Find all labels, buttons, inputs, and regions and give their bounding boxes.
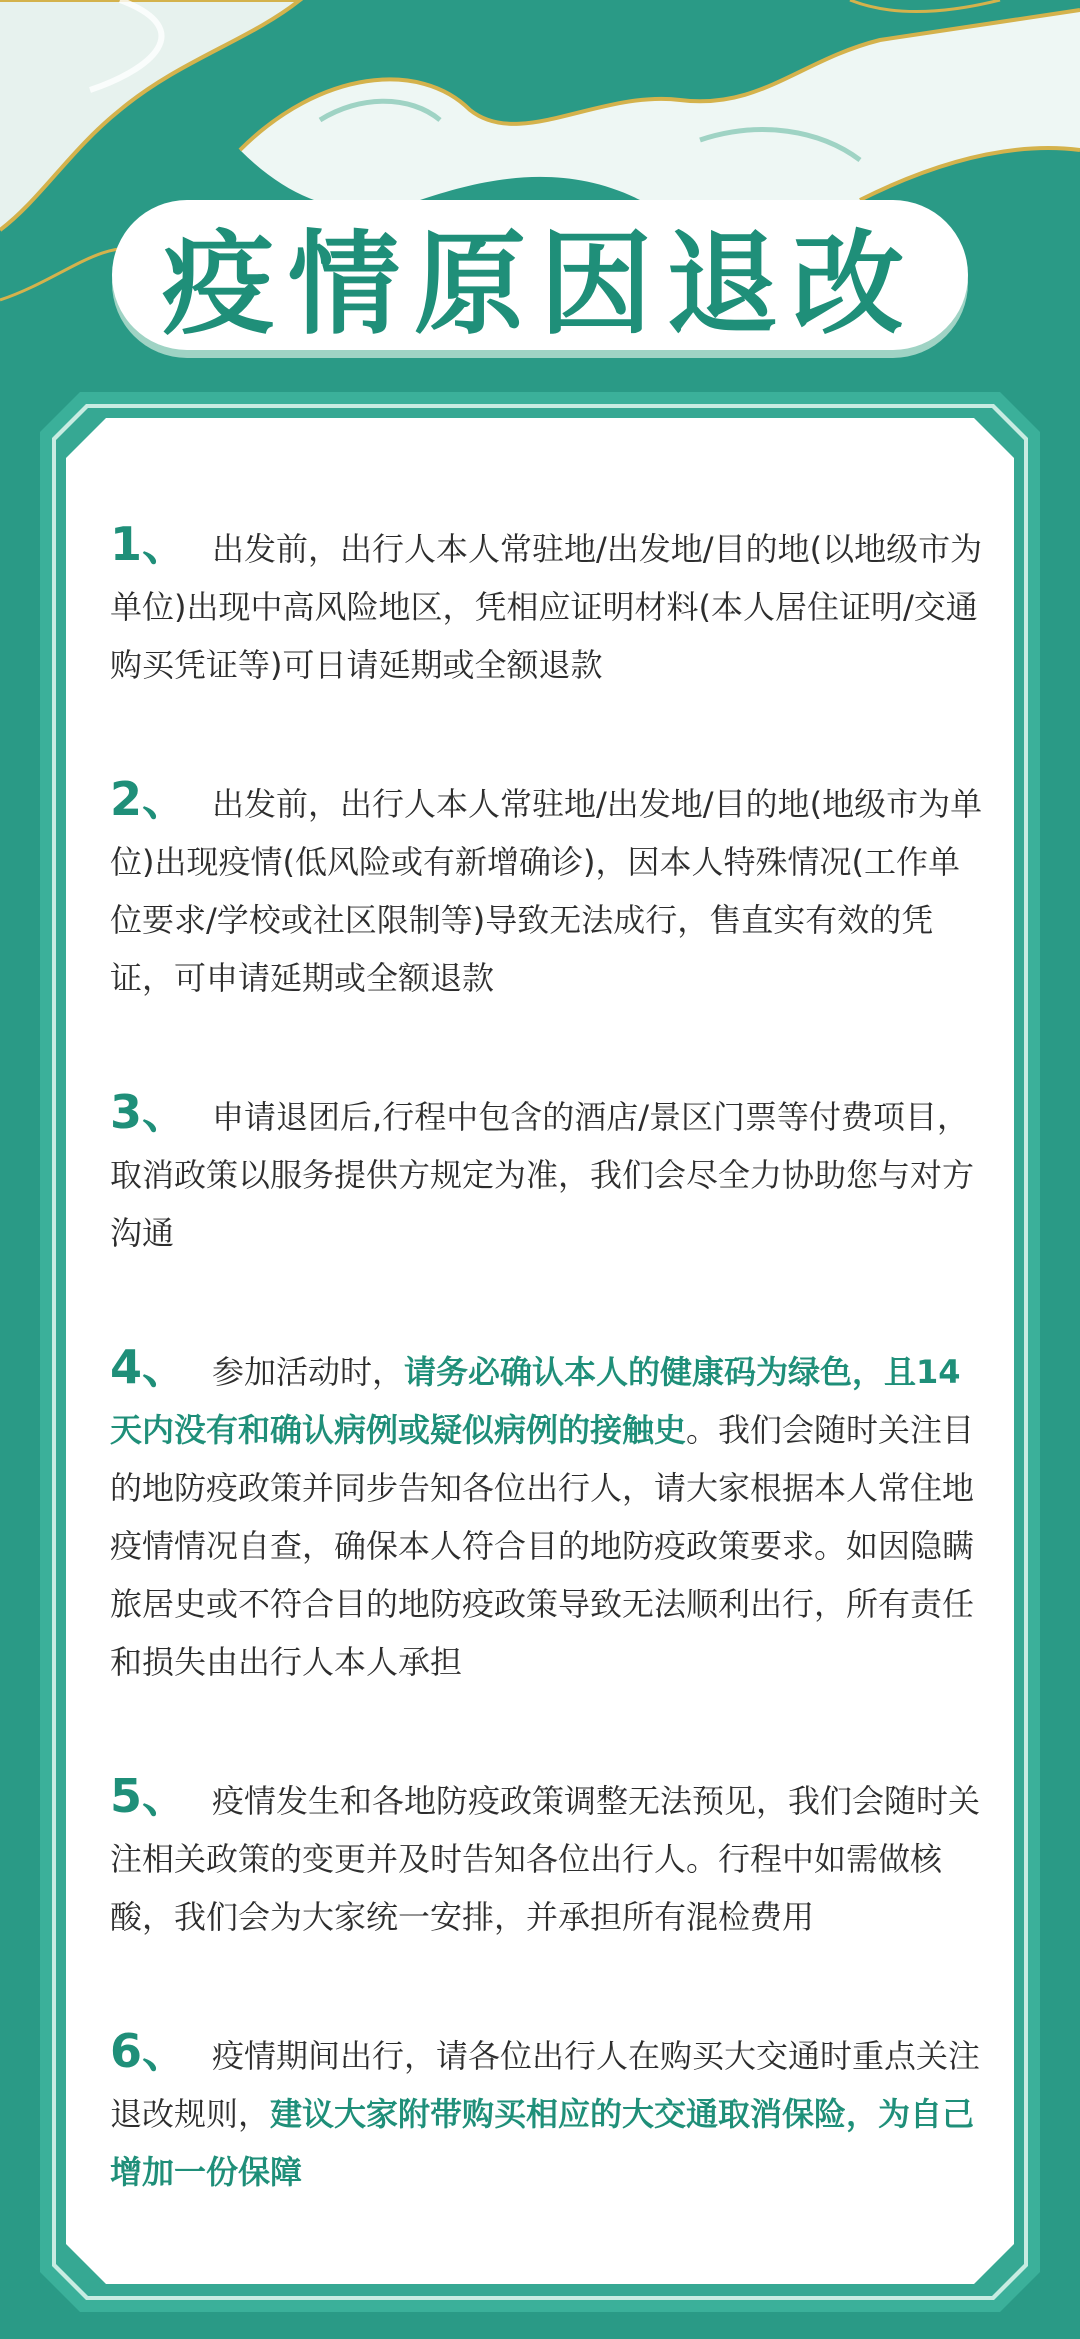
item-text-prefix: 参加活动时， bbox=[212, 1353, 405, 1391]
item-text-suffix: 。我们会随时关注目的地防疫政策并同步告知各位出行人，请大家根据本人常住地疫情情况自查，确保本人符合目的地防疫政策要求。如因隐瞒旅居史或不符合目的地防疫政策导致无法顺利出行，所有责任和损失由出行人本人承担 bbox=[110, 1411, 975, 1681]
item-number: 4、 bbox=[110, 1340, 189, 1394]
item-number: 6、 bbox=[110, 2024, 189, 2078]
policy-item-2 bbox=[110, 770, 990, 1007]
item-text-prefix: 疫情期间出行，请各位出行人在购买大交通时重点关注退改规则， bbox=[110, 2037, 981, 2133]
item-text: 出发前，出行人本人常驻地/出发地/目的地(地级市为单位)出现疫情(低风险或有新增确诊)，因本人特殊情况(工作单位要求/学校或社区限制等)导致无法成行，售直实有效的凭证，可申请延期或全额退款 bbox=[110, 785, 983, 997]
item-text-highlight: 请务必确认本人的健康码为绿色，且14天内没有和确认病例或疑似病例的接触史 bbox=[110, 1353, 961, 1449]
title-banner bbox=[112, 200, 968, 350]
item-text: 疫情发生和各地防疫政策调整无法预见，我们会随时关注相关政策的变更并及时告知各位出行人。行程中如需做核酸，我们会为大家统一安排，并承担所有混检费用 bbox=[110, 1782, 981, 1936]
policy-list bbox=[110, 515, 990, 2277]
item-text-highlight: 建议大家附带购买相应的大交通取消保险，为自己增加一份保障 bbox=[110, 2095, 975, 2191]
item-text: 出发前，出行人本人常驻地/出发地/目的地(以地级市为单位)出现中高风险地区，凭相应证明材料(本人居住证明/交通购买凭证等)可日请延期或全额退款 bbox=[110, 530, 983, 684]
item-number: 3、 bbox=[110, 1085, 189, 1139]
policy-item-4 bbox=[110, 1338, 990, 1691]
policy-item-6 bbox=[110, 2022, 990, 2201]
item-number: 5、 bbox=[110, 1769, 189, 1823]
policy-item-1 bbox=[110, 515, 990, 694]
item-text: 申请退团后,行程中包含的酒店/景区门票等付费项目，取消政策以服务提供方规定为准，我们会尽全力协助您与对方沟通 bbox=[110, 1098, 975, 1252]
item-number: 2、 bbox=[110, 772, 189, 826]
policy-item-3 bbox=[110, 1083, 990, 1262]
page-title: 疫情原因退改 bbox=[162, 219, 918, 350]
policy-item-5 bbox=[110, 1767, 990, 1946]
item-number: 1、 bbox=[110, 517, 189, 571]
